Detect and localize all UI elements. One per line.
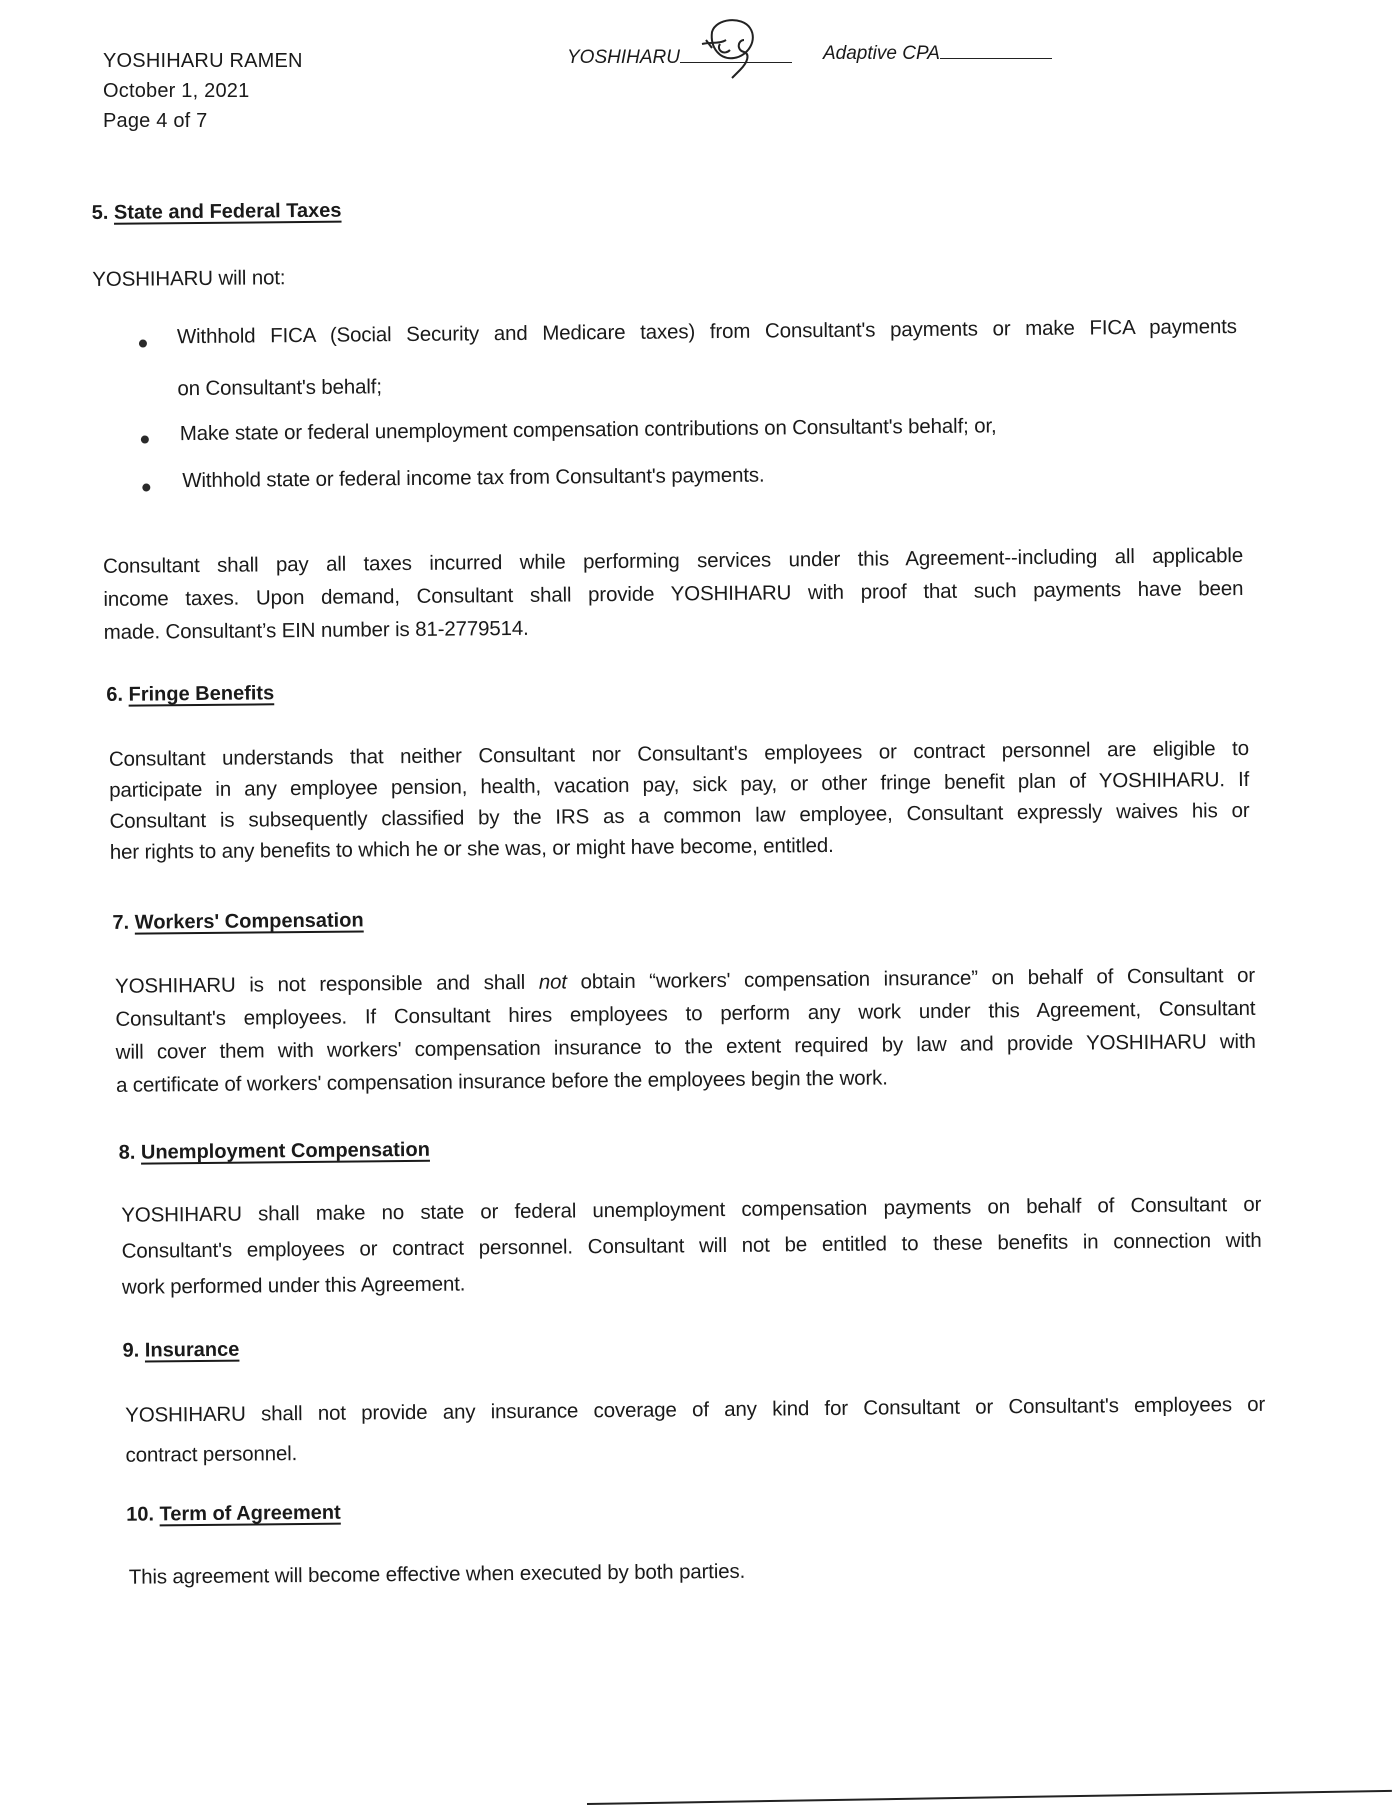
section-title: Term of Agreement bbox=[159, 1501, 341, 1526]
paragraph-line: participate in any employee pension, health, vacation pay, sick pay, or other fringe benefit plan of YOSHIHARU. If bbox=[109, 767, 1250, 802]
paragraph-line: her rights to any benefits to which he or she was, or might have become, entitled. bbox=[109, 833, 834, 864]
section-title: Unemployment Compensation bbox=[140, 1138, 430, 1164]
section-heading-6 bbox=[106, 682, 274, 707]
section-heading-7 bbox=[112, 909, 363, 934]
paragraph-line: Consultant shall pay all taxes incurred while performing services under this Agreement--including all applicable bbox=[102, 543, 1244, 578]
section-title: State and Federal Taxes bbox=[113, 199, 342, 224]
paragraph-line: YOSHIHARU shall make no state or federal unemployment compensation payments on behalf of Consultant or bbox=[121, 1192, 1262, 1227]
paragraph-line: This agreement will become effective when executed by both parties. bbox=[128, 1559, 746, 1589]
bullet-icon bbox=[141, 435, 149, 443]
section-title: Insurance bbox=[144, 1338, 240, 1362]
section-paragraph bbox=[129, 1560, 746, 1590]
paragraph-line: Consultant understands that neither Consultant nor Consultant's employees or contract personnel are eligible to bbox=[108, 736, 1249, 771]
bullet-item-1-continued: on Consultant's behalf; bbox=[177, 375, 382, 401]
header-page-number: Page 4 of 7 bbox=[103, 110, 208, 132]
paragraph-line: made. Consultant’s EIN number is 81-2779514. bbox=[103, 616, 529, 644]
section-number: 8. bbox=[118, 1141, 136, 1164]
section-title: Fringe Benefits bbox=[128, 682, 275, 706]
emphasis-text: not bbox=[538, 970, 567, 994]
bullet-item-1: Withhold FICA (Social Security and Medicare taxes) from Consultant's payments or make FICA payments bbox=[176, 315, 1237, 349]
section-number: 10. bbox=[126, 1503, 155, 1526]
paragraph-line: work performed under this Agreement. bbox=[121, 1272, 466, 1299]
section-paragraph bbox=[109, 733, 1250, 868]
paragraph-line: Consultant's employees or contract personnel. Consultant will not be entitled to these benefits in connection with bbox=[121, 1228, 1262, 1263]
header-company: YOSHIHARU RAMEN bbox=[103, 50, 303, 72]
bullet-item-2: Make state or federal unemployment compensation contributions on Consultant's behalf; or, bbox=[179, 414, 997, 446]
paragraph-line: will cover them with workers' compensation insurance to the extent required by law and provide YOSHIHARU with bbox=[115, 1029, 1256, 1064]
paragraph-line: YOSHIHARU shall not provide any insurance coverage of any kind for Consultant or Consultant's employees or bbox=[125, 1392, 1266, 1427]
section-number: 5. bbox=[91, 201, 109, 225]
section-heading-10 bbox=[126, 1502, 341, 1527]
section-title: Workers' Compensation bbox=[134, 909, 364, 934]
section-number: 7. bbox=[112, 911, 130, 934]
bullet-icon bbox=[139, 339, 147, 347]
paragraph-line: Consultant is subsequently classified by the IRS as a common law employee, Consultant expressly waives his or bbox=[109, 798, 1250, 833]
initials-label-adaptive-cpa: Adaptive CPA bbox=[823, 43, 940, 64]
section-intro: YOSHIHARU will not: bbox=[92, 266, 286, 292]
header-date: October 1, 2021 bbox=[103, 80, 250, 102]
section-paragraph bbox=[121, 1187, 1262, 1306]
section-paragraph bbox=[103, 539, 1244, 649]
bullet-icon bbox=[142, 483, 150, 491]
section-number: 9. bbox=[122, 1339, 140, 1362]
paragraph-line: income taxes. Upon demand, Consultant shall provide YOSHIHARU with proof that such payments have been bbox=[103, 576, 1244, 611]
section-paragraph bbox=[115, 959, 1256, 1102]
paragraph-line: YOSHIHARU is not responsible and shall not obtain “workers' compensation insurance” on behalf of Consultant or bbox=[114, 963, 1256, 998]
paragraph-line: contract personnel. bbox=[125, 1442, 298, 1467]
section-heading-8 bbox=[119, 1139, 430, 1165]
section-heading-9 bbox=[123, 1339, 240, 1363]
paragraph-line: Consultant's employees. If Consultant hires employees to perform any work under this Agreement, Consultant bbox=[115, 996, 1256, 1031]
bullet-item-3: Withhold state or federal income tax from Consultant's payments. bbox=[182, 463, 765, 493]
section-heading-5 bbox=[92, 200, 342, 225]
initials-label-yoshiharu: YOSHIHARU bbox=[567, 47, 680, 68]
section-paragraph bbox=[125, 1385, 1266, 1476]
section-number: 6. bbox=[106, 683, 124, 706]
paragraph-line: a certificate of workers' compensation insurance before the employees begin the work. bbox=[115, 1066, 888, 1097]
